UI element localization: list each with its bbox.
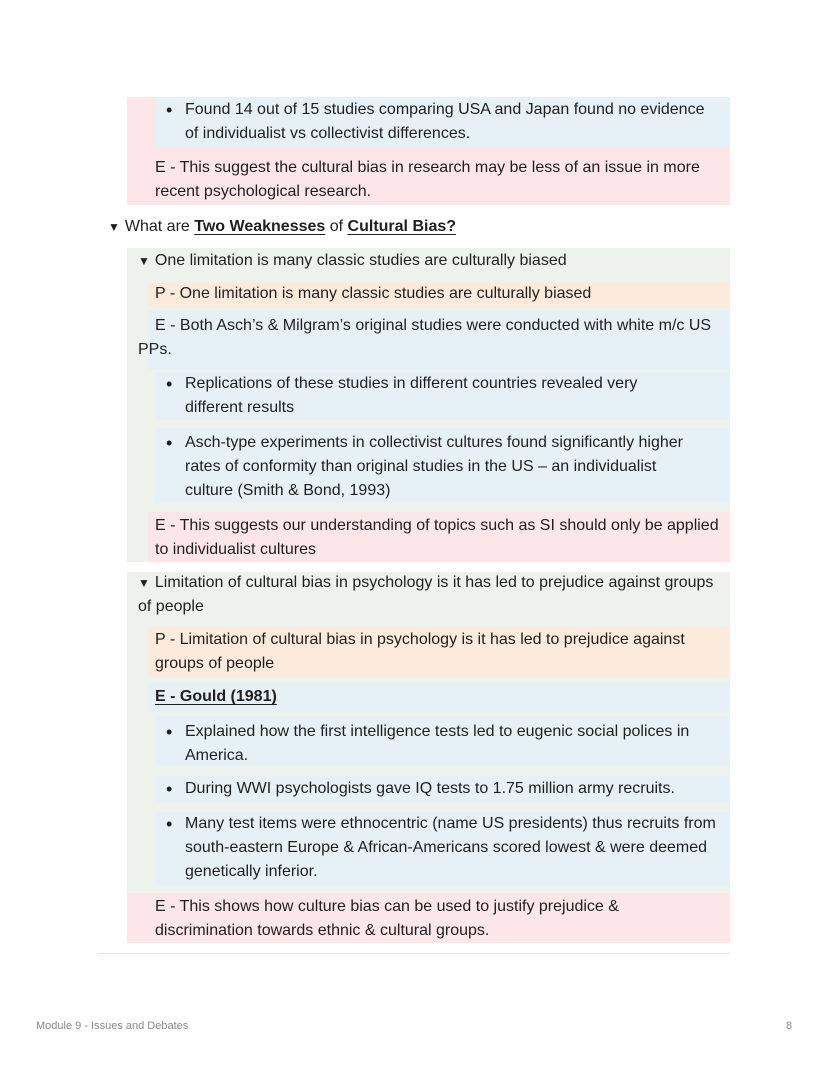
bullet-text: Explained how the first intelligence tests led to eugenic social polices in America. — [185, 723, 690, 764]
bullet-icon: • — [166, 722, 173, 742]
evidence-heading: E - Gould (1981) — [155, 688, 277, 705]
footer-title: Module 9 - Issues and Debates — [36, 1020, 189, 1032]
toggle-heading[interactable]: ▼ What are Two Weaknesses of Cultural Bias? — [108, 218, 457, 235]
bullet-icon: • — [166, 814, 173, 834]
evidence-text: E - Both Asch’s & Milgram’s original studies were conducted with white m/c US PPs. — [138, 317, 712, 358]
weakness-2-toggle[interactable]: ▼ Limitation of cultural bias in psychology is it has led to prejudice against groups of people — [138, 574, 714, 615]
point-text: P - One limitation is many classic studies are culturally biased — [155, 285, 592, 302]
bullet-icon: • — [166, 374, 173, 394]
point-text: P - Limitation of cultural bias in psychology is it has led to prejudice against groups of people — [155, 631, 685, 672]
heading-term: Cultural Bias? — [347, 218, 457, 235]
bullet-icon: • — [166, 433, 173, 453]
evaluation-text: E - This shows how culture bias can be used to justify prejudice & discrimination towards ethnic & cultural groups. — [155, 898, 619, 939]
evaluation-text: E - This suggests our understanding of topics such as SI should only be applied to individualist cultures — [155, 517, 719, 558]
toggle-triangle-icon[interactable]: ▼ — [138, 576, 150, 590]
bullet-text: Asch-type experiments in collectivist cultures found significantly higher rates of conformity than original studies in the US – an individualist culture (Smith & Bond, 1993) — [185, 434, 684, 499]
bullet-text: Found 14 out of 15 studies comparing USA and Japan found no evidence of individualist vs collectivist differences. — [185, 101, 705, 142]
bullet-text: Replications of these studies in different countries revealed very different results — [185, 375, 638, 416]
weakness-1-toggle[interactable]: ▼ One limitation is many classic studies are culturally biased — [138, 252, 567, 269]
toggle-triangle-icon[interactable]: ▼ — [138, 254, 150, 268]
bullet-text: During WWI psychologists gave IQ tests to 1.75 million army recruits. — [185, 780, 675, 797]
bullet-text: Many test items were ethnocentric (name US presidents) thus recruits from south-eastern Europe & African-Americans scored lowest & were deemed genetically inferior. — [185, 815, 716, 880]
page-number: 8 — [786, 1020, 793, 1032]
bullet-icon: • — [166, 100, 173, 120]
toggle-triangle-icon[interactable]: ▼ — [108, 220, 120, 234]
divider — [97, 953, 730, 954]
bullet-icon: • — [166, 779, 173, 799]
heading-term: Two Weaknesses — [194, 218, 326, 235]
evaluation-text: E - This suggest the cultural bias in research may be less of an issue in more recent psychological research. — [155, 159, 700, 200]
